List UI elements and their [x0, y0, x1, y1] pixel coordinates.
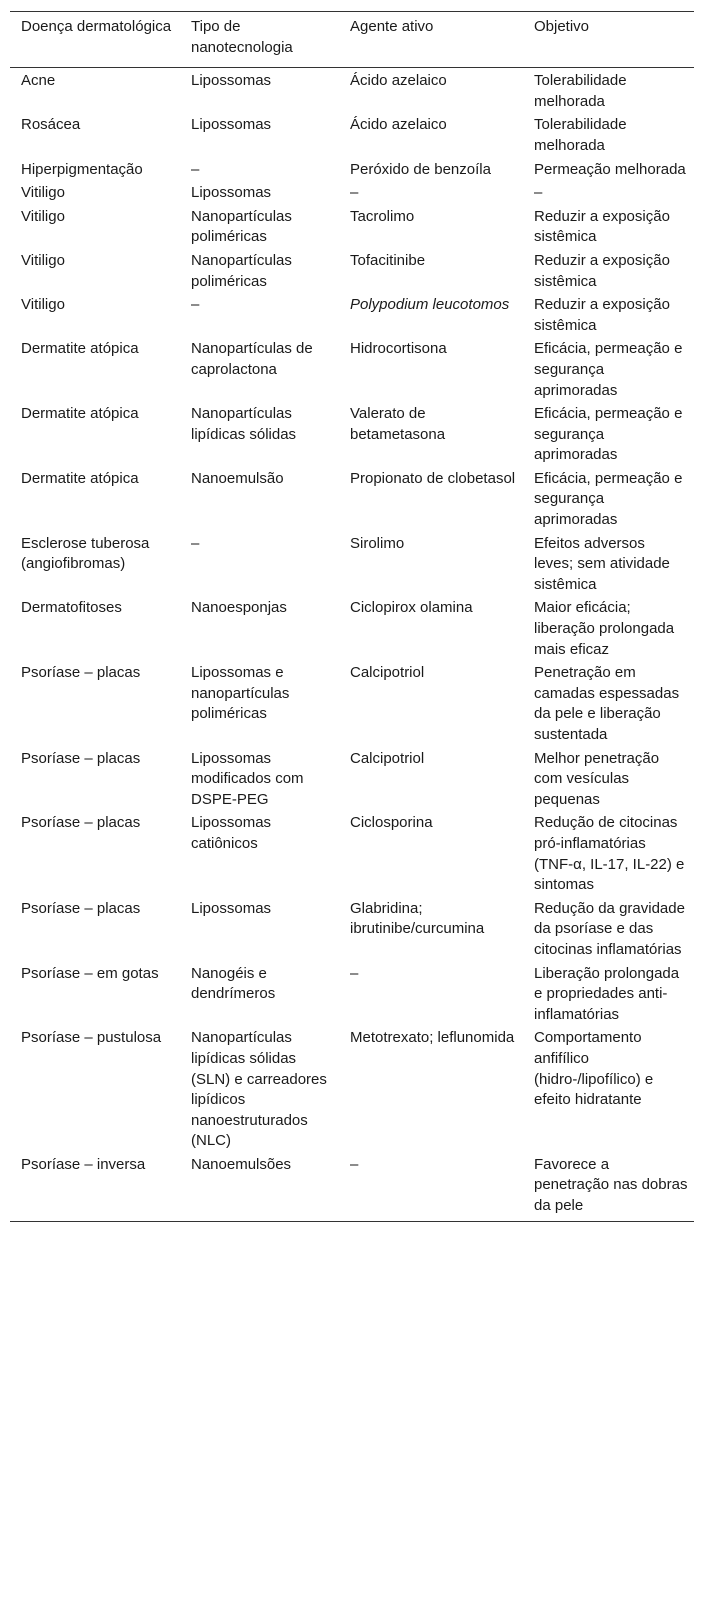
- cell-agente: Ácido azelaico: [350, 116, 447, 134]
- header-row: [10, 12, 694, 68]
- table-row: [10, 810, 694, 895]
- table-row: [10, 204, 694, 248]
- table-row: [10, 1025, 694, 1152]
- cell-tipo: Lipossomas modificados com DSPE-PEG: [191, 749, 304, 808]
- cell-doenca: Psoríase – pustulosa: [21, 1029, 162, 1047]
- cell-agente: Calcipotriol: [350, 749, 425, 767]
- table-body: [10, 68, 694, 1221]
- cell-objetivo: Maior eficácia; liberação prolongada mais eficaz: [534, 599, 675, 658]
- cell-objetivo: Eficácia, permeação e segurança aprimoradas: [534, 405, 683, 464]
- table-row: [10, 466, 694, 531]
- table-row: [10, 746, 694, 811]
- cell-doenca: Dermatite atópica: [21, 405, 139, 423]
- cell-objetivo: Comportamento anfifílico (hidro-/lipofílico) e efeito hidratante: [534, 1029, 654, 1109]
- cell-objetivo: Redução de citocinas pró-inflamatórias (TNF-α, IL-17, IL-22) e sintomas: [534, 814, 685, 894]
- cell-tipo: Nanopartículas lipídicas sólidas: [191, 405, 297, 443]
- cell-objetivo: Eficácia, permeação e segurança aprimoradas: [534, 469, 683, 529]
- table-row: [10, 157, 694, 181]
- table-row: [10, 112, 694, 156]
- cell-objetivo: Liberação prolongada e propriedades anti-inflamatórias: [534, 964, 680, 1023]
- cell-agente: –: [350, 964, 359, 982]
- cell-agente: Sirolimo: [350, 534, 405, 552]
- table-row: [10, 961, 694, 1026]
- cell-doenca: Vitiligo: [21, 296, 65, 314]
- italic-species-name: Polypodium leucotomos: [350, 296, 510, 314]
- cell-objetivo: Tolerabilidade melhorada: [534, 72, 627, 110]
- cell-doenca: Vitiligo: [21, 207, 65, 225]
- cell-agente: Tacrolimo: [350, 207, 415, 225]
- table-header: [10, 12, 694, 68]
- cell-agente: Ciclosporina: [350, 814, 433, 832]
- cell-objetivo: Redução da gravidade da psoríase e das citocinas inflamatórias: [534, 899, 685, 958]
- cell-doenca: Psoríase – inversa: [21, 1155, 146, 1173]
- cell-doenca: Psoríase – em gotas: [21, 964, 159, 982]
- cell-doenca: Dermatite atópica: [21, 469, 139, 487]
- table-row: [10, 68, 694, 113]
- cell-tipo: Nanoemulsões: [191, 1155, 292, 1173]
- cell-agente: Ciclopirox olamina: [350, 599, 473, 617]
- header-agente: Agente ativo: [350, 18, 434, 35]
- cell-doenca: Psoríase – placas: [21, 814, 141, 832]
- table-row: [10, 180, 694, 204]
- cell-doenca: Psoríase – placas: [21, 899, 141, 917]
- table-row: [10, 1152, 694, 1221]
- cell-objetivo: Reduzir a exposição sistêmica: [534, 207, 670, 246]
- cell-tipo: Lipossomas: [191, 72, 272, 90]
- cell-objetivo: Penetração em camadas espessadas da pele e liberação sustentada: [534, 664, 680, 743]
- cell-tipo: Nanoemulsão: [191, 469, 284, 487]
- cell-tipo: Lipossomas: [191, 899, 272, 917]
- cell-objetivo: Efeitos adversos leves; sem atividade sistêmica: [534, 534, 670, 593]
- cell-objetivo: Permeação melhorada: [534, 160, 686, 178]
- cell-tipo: Nanogéis e dendrímeros: [191, 964, 276, 1003]
- cell-agente: Metotrexato; leflunomida: [350, 1029, 515, 1047]
- nanotechnology-table: [10, 11, 694, 1222]
- table-row: [10, 896, 694, 961]
- cell-objetivo: Favorece a penetração nas dobras da pele: [534, 1155, 688, 1215]
- cell-doenca: Psoríase – placas: [21, 664, 141, 682]
- table-row: [10, 248, 694, 292]
- cell-agente: Hidrocortisona: [350, 340, 447, 358]
- cell-agente: [339, 292, 523, 336]
- cell-doenca: Psoríase – placas: [21, 749, 141, 767]
- table-row: [10, 401, 694, 466]
- table-row: [10, 292, 694, 336]
- cell-doenca: Rosácea: [21, 116, 81, 134]
- cell-tipo: Lipossomas: [191, 184, 272, 202]
- cell-tipo: Nanopartículas poliméricas: [191, 207, 292, 246]
- cell-agente: Propionato de clobetasol: [350, 469, 516, 487]
- cell-tipo: Lipossomas: [191, 116, 272, 134]
- cell-tipo: –: [191, 160, 200, 178]
- cell-tipo: Nanoesponjas: [191, 599, 287, 617]
- cell-objetivo: Reduzir a exposição sistêmica: [534, 251, 670, 290]
- cell-agente: –: [350, 1155, 359, 1173]
- cell-objetivo: Melhor penetração com vesículas pequenas: [534, 749, 660, 808]
- cell-agente: Ácido azelaico: [350, 72, 447, 90]
- cell-tipo: Nanopartículas poliméricas: [191, 251, 292, 290]
- cell-doenca: Hiperpigmentação: [21, 160, 143, 178]
- cell-tipo: Lipossomas e nanopartículas poliméricas: [191, 664, 290, 723]
- cell-agente: Peróxido de benzoíla: [350, 160, 491, 178]
- table-row: [10, 336, 694, 401]
- header-doenca: Doença dermatológica: [21, 18, 172, 35]
- cell-doenca: Vitiligo: [21, 251, 65, 269]
- cell-objetivo: Eficácia, permeação e segurança aprimoradas: [534, 340, 683, 399]
- cell-agente: Glabridina; ibrutinibe/curcumina: [350, 899, 485, 938]
- cell-objetivo: Tolerabilidade melhorada: [534, 116, 627, 154]
- cell-objetivo: Reduzir a exposição sistêmica: [534, 296, 670, 334]
- cell-doenca: Dermatite atópica: [21, 340, 139, 358]
- table-row: [10, 531, 694, 596]
- table-row: [10, 595, 694, 660]
- cell-agente: Tofacitinibe: [350, 251, 426, 269]
- table-row: [10, 660, 694, 745]
- cell-tipo: –: [191, 534, 200, 552]
- cell-doenca: Vitiligo: [21, 184, 65, 202]
- cell-tipo: Lipossomas catiônicos: [191, 814, 272, 852]
- cell-doenca: Acne: [21, 72, 56, 90]
- cell-doenca: Dermatofitoses: [21, 599, 122, 617]
- header-tipo: Tipo de nanotecnologia: [191, 18, 293, 56]
- cell-agente: Valerato de betametasona: [350, 405, 446, 443]
- cell-tipo: Nanopartículas lipídicas sólidas (SLN) e carreadores lipídicos nanoestruturados (NLC): [191, 1029, 327, 1150]
- cell-doenca: Esclerose tuberosa (angiofibromas): [21, 534, 150, 573]
- cell-agente: –: [350, 184, 359, 202]
- cell-tipo: –: [191, 296, 200, 314]
- cell-agente: Calcipotriol: [350, 664, 425, 682]
- header-objetivo: Objetivo: [534, 18, 590, 35]
- cell-objetivo: –: [534, 184, 543, 202]
- cell-tipo: Nanopartículas de caprolactona: [191, 340, 313, 378]
